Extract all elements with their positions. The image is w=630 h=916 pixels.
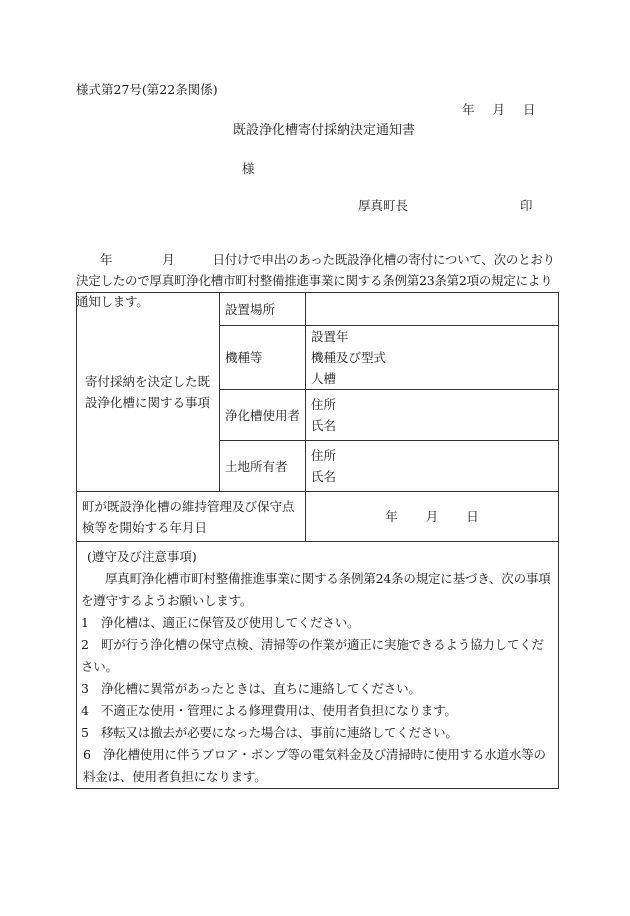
maintenance-label-cell — [77, 492, 306, 542]
notice-date — [462, 104, 554, 117]
notes-heading: (遵守及び注意事項) — [87, 549, 197, 564]
notes-section — [77, 542, 559, 789]
date-year-label: 年 — [462, 102, 475, 117]
row-label-user: 浄化槽使用者 — [220, 390, 306, 441]
maintenance-day: 日 — [466, 509, 479, 524]
addressee-suffix: 様 — [242, 161, 255, 176]
note-item: 3 浄化槽に異常があったときは、直ちに連絡してください。 — [81, 681, 421, 696]
landowner-name-label: 氏名 — [311, 469, 337, 484]
notice-table — [76, 292, 559, 789]
group-label: 寄付採納を決定した既設浄化槽に関する事項 — [85, 374, 211, 410]
landowner-address-label: 住所 — [311, 448, 337, 463]
note-item: 5 移転又は撤去が必要になった場合は、事前に連絡してください。 — [81, 725, 458, 740]
maintenance-month: 月 — [425, 509, 439, 524]
form-number: 様式第27号(第22条関係) — [76, 82, 218, 97]
note-item: 1 浄化槽は、適正に保管及び使用してください。 — [81, 615, 360, 630]
intro-year: 年 — [100, 252, 113, 267]
user-name-label: 氏名 — [311, 418, 337, 433]
note-item: 4 不適正な使用・管理による修理費用は、使用者負担になります。 — [81, 703, 457, 718]
date-day-label: 日 — [523, 102, 536, 117]
intro-month: 月 — [162, 252, 175, 267]
row-label-model: 機種等 — [220, 326, 306, 390]
document-title: 既設浄化槽寄付採納決定通知書 — [233, 123, 416, 138]
maintenance-label: 町が既設浄化槽の維持管理及び保守点検等を開始する年月日 — [82, 498, 295, 535]
landowner-values — [306, 441, 559, 492]
row-label-location: 設置場所 — [220, 293, 306, 326]
install-year-label: 設置年 — [311, 329, 349, 344]
capacity-label: 人槽 — [311, 371, 337, 386]
maintenance-date — [306, 492, 559, 542]
group-label-cell — [77, 293, 220, 492]
user-values — [306, 390, 559, 441]
note-item: 6 浄化槽使用に伴うブロア・ポンプ等の電気料金及び清掃時に使用する水道水等の料金は、使用者負担になります。 — [83, 747, 546, 784]
maintenance-year: 年 — [385, 509, 398, 524]
notes-paragraph: 厚真町浄化槽市町村整備推進事業に関する条例第24条の規定に基づき、次の事項を遵守するようお願いします。 — [81, 571, 551, 608]
date-month-label: 月 — [492, 102, 506, 117]
note-item: 2 町が行う浄化槽の保守点検、清掃等の作業が適正に実施できるよう協力してください。 — [81, 637, 544, 674]
user-address-label: 住所 — [311, 397, 337, 412]
model-values — [306, 326, 559, 390]
seal-mark: 印 — [520, 198, 533, 213]
row-label-landowner: 土地所有者 — [220, 441, 306, 492]
location-value — [306, 293, 559, 326]
issuer-name: 厚真町長 — [358, 198, 409, 213]
intro-text: 日付けで申出のあった既設浄化槽の寄付について、次のとおり決定したので厚真町浄化槽市町村整備推進事業に関する条例第23条第2項の規定により通知します。 — [76, 252, 555, 309]
model-type-label: 機種及び型式 — [311, 350, 387, 365]
